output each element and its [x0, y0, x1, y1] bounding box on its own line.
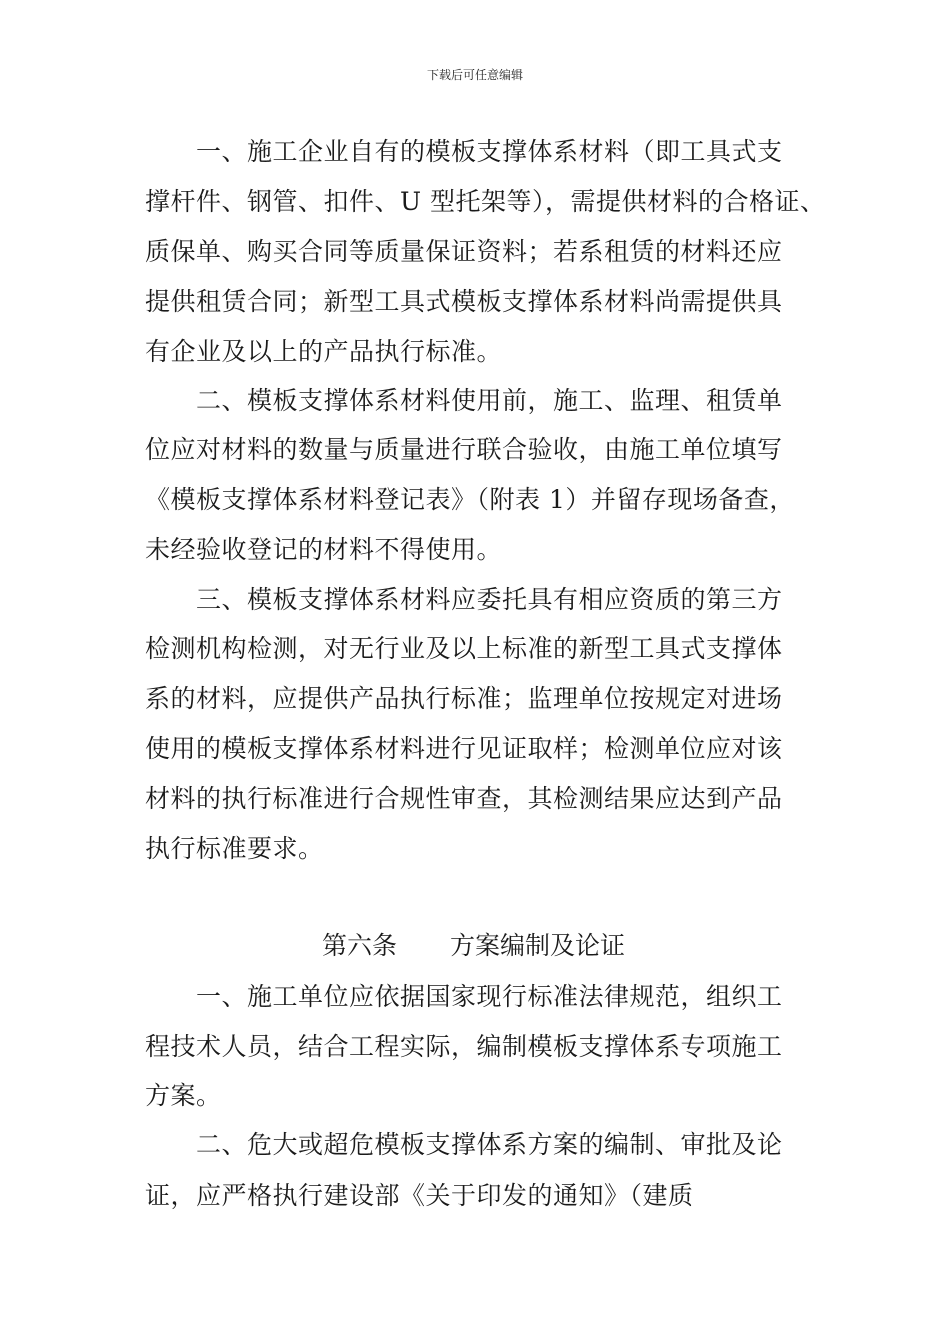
- text-line: 有企业及以上的产品执行标准。: [145, 337, 503, 366]
- section-title: 方案编制及论证: [450, 931, 626, 960]
- text-line: 撑杆件、钢管、扣件、U 型托架等），需提供材料的合格证、: [145, 187, 826, 216]
- text-line: 一、施工单位应依据国家现行标准法律规范，组织工: [196, 982, 783, 1011]
- text-line: 检测机构检测，对无行业及以上标准的新型工具式支撑体: [145, 634, 783, 663]
- text-line: 未经验收登记的材料不得使用。: [145, 535, 503, 564]
- text-line: 材料的执行标准进行合规性审查，其检测结果应达到产品: [145, 784, 783, 813]
- text-line: 程技术人员，结合工程实际，编制模板支撑体系专项施工: [145, 1032, 783, 1061]
- text-line: 质保单、购买合同等质量保证资料；若系租赁的材料还应: [145, 237, 783, 266]
- header-note: 下载后可任意编辑: [426, 68, 523, 82]
- text-line: 《模板支撑体系材料登记表》（附表 1）并留存现场备查，: [145, 485, 795, 514]
- text-line: 系的材料，应提供产品执行标准；监理单位按规定对进场: [145, 684, 783, 713]
- section-number: 第六条: [322, 931, 398, 960]
- text-line: 位应对材料的数量与质量进行联合验收，由施工单位填写: [145, 435, 783, 464]
- text-line: 执行标准要求。: [145, 834, 324, 863]
- text-line: 二、危大或超危模板支撑体系方案的编制、审批及论: [196, 1130, 783, 1159]
- text-line: 证，应严格执行建设部《关于印发的通知》（建质: [145, 1181, 694, 1210]
- text-line: 一、施工企业自有的模板支撑体系材料（即工具式支: [196, 137, 783, 166]
- text-line: 使用的模板支撑体系材料进行见证取样；检测单位应对该: [145, 734, 783, 763]
- text-line: 二、模板支撑体系材料使用前，施工、监理、租赁单: [196, 386, 783, 415]
- text-line: 三、模板支撑体系材料应委托具有相应资质的第三方: [196, 585, 783, 614]
- text-line: 方案。: [145, 1081, 222, 1110]
- text-line: 提供租赁合同；新型工具式模板支撑体系材料尚需提供具: [145, 287, 783, 316]
